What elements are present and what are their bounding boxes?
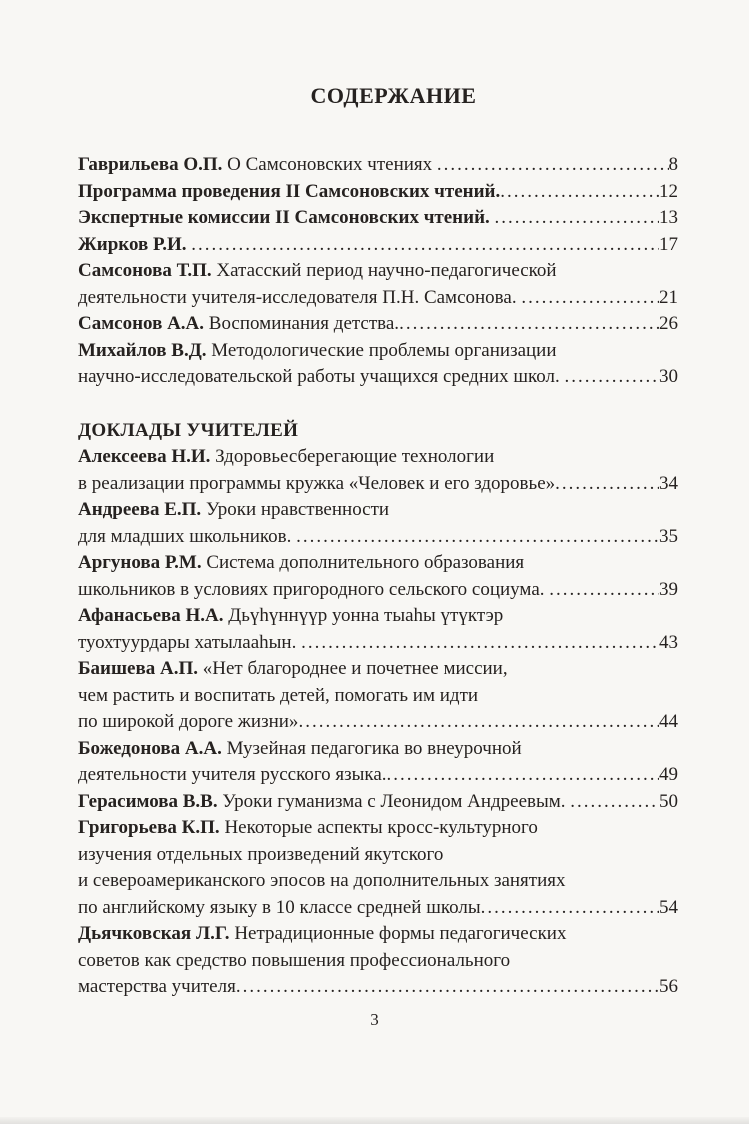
toc-author: Герасимова В.В. [78,790,218,812]
section-heading: ДОКЛАДЫ УЧИТЕЛЕЙ [78,419,299,441]
toc-page-ref: 50 [659,790,678,812]
toc-page-ref: 35 [659,525,678,547]
dot-leader [298,709,659,736]
dot-leader [521,285,659,312]
toc-line [78,656,678,683]
toc-line [78,338,678,365]
toc-line [78,550,678,577]
table-of-contents [78,152,678,1001]
toc-title-text: изучения отдельных произведений якутского [78,843,444,865]
toc-line [78,762,678,789]
toc-title-text: «Нет благороднее и почетнее миссии, [198,658,508,679]
toc-line [78,232,678,259]
toc-title-text: Система дополнительного образования [201,552,525,573]
toc-section-teacher-reports [78,444,678,1001]
toc-title-text: научно-исследовательской работы учащихся средних школ. [78,366,565,387]
toc-title-text: О Самсоновских чтениях [222,154,437,175]
toc-line [78,974,678,1001]
toc-author: Божедонова А.А. [78,737,222,759]
toc-page-ref: 8 [668,154,678,175]
toc-title-text: Здоровьесберегающие технологии [210,446,495,467]
toc-title-text: по английскому языку в 10 классе средней школы [78,896,481,918]
toc-author: Аргунова Р.М. [78,552,202,573]
toc-title-text: чем растить и воспитать детей, помогать им идти [78,684,479,706]
toc-title-text: для младших школьников. [78,525,297,547]
toc-page-ref: 26 [659,313,678,334]
toc-line [78,895,678,922]
page-number: 3 [370,1010,379,1029]
dot-leader [495,205,659,232]
toc-line [78,364,678,391]
toc-author: Экспертные комиссии II Самсоновских чтений. [78,207,490,228]
dot-leader [549,577,659,604]
toc-line [78,497,678,524]
toc-author: Андреева Е.П. [78,499,202,520]
toc-page-ref: 49 [659,764,678,785]
toc-title-text: Некоторые аспекты кросс-культурного [219,817,538,838]
toc-title-text: Нетрадиционные формы педагогических [229,923,567,944]
toc-title-text: советов как средство повышения профессионального [78,949,511,971]
toc-title-text: Хатасский период научно-педагогической [211,260,557,281]
toc-page-ref: 34 [659,472,678,494]
toc-title-text: деятельности учителя русского языка. [78,764,387,785]
toc-line [78,789,678,816]
dot-leader [437,152,669,179]
toc-title-text: туохтуурдары хатылааһын. [78,631,302,653]
toc-page-ref: 17 [659,233,678,255]
toc-line [78,524,678,551]
toc-page-ref: 13 [659,207,678,228]
toc-title-text: Музейная педагогика во внеурочной [221,737,522,759]
toc-author: Программа проведения II Самсоновских чтений. [78,180,501,202]
toc-author: Самсонов А.А. [78,313,205,334]
toc-author: Григорьева К.П. [78,817,220,838]
toc-line [78,842,678,869]
toc-title-text: Дьүһүннүүр уонна тыаһы үтүктэр [223,605,504,626]
toc-title-text: школьников в условиях пригородного сельского социума. [78,578,550,600]
dot-leader [191,232,659,259]
toc-line [78,603,678,630]
toc-line [78,285,678,312]
page-title: СОДЕРЖАНИЕ [310,83,477,108]
toc-author: Баишева А.П. [78,658,198,679]
toc-line [78,868,678,895]
toc-page-ref: 43 [659,631,678,653]
toc-line [78,444,678,471]
dot-leader [301,630,659,657]
dot-leader [570,789,659,816]
toc-page-ref: 12 [659,180,678,202]
toc-author: Жирков Р.И. [78,233,187,255]
toc-author: Самсонова Т.П. [78,260,212,281]
toc-title-text: мастерства учителя [78,976,236,997]
toc-author: Афанасьева Н.А. [78,605,224,626]
toc-line [78,948,678,975]
toc-author: Алексеева Н.И. [78,446,211,467]
dot-leader [399,311,659,338]
toc-line [78,815,678,842]
toc-line [78,683,678,710]
toc-page-ref: 56 [659,976,678,997]
dot-leader [481,895,659,922]
toc-title-text: Уроки нравственности [201,499,390,520]
toc-line [78,577,678,604]
toc-line [78,205,678,232]
toc-line [78,152,678,179]
toc-title-text: Уроки гуманизма с Леонидом Андреевым. [217,790,571,812]
toc-author: Гаврильева О.П. [78,154,223,175]
toc-title-text: Методологические проблемы организации [206,339,557,361]
toc-page-ref: 54 [659,896,678,918]
toc-line [78,709,678,736]
toc-page-ref: 39 [659,578,678,600]
toc-section-main [78,152,678,391]
toc-page-ref: 21 [659,286,678,308]
toc-line [78,311,678,338]
scan-edge-shadow [0,1117,749,1124]
toc-line [78,736,678,763]
toc-line [78,471,678,498]
dot-leader [565,364,659,391]
toc-line [78,630,678,657]
toc-title-text: по широкой дороге жизни» [78,711,299,732]
toc-author: Дьячковская Л.Г. [78,923,230,944]
toc-title-text: и североамериканского эпосов на дополнительных занятиях [78,870,566,891]
toc-title-text: деятельности учителя-исследователя П.Н. Самсонова. [78,286,522,308]
toc-line [78,921,678,948]
toc-page-ref: 30 [659,366,678,387]
dot-leader [236,974,659,1001]
dot-leader [387,762,659,789]
toc-line [78,258,678,285]
dot-leader [555,471,659,498]
dot-leader [500,179,659,206]
toc-page-ref: 44 [659,711,678,732]
toc-line [78,179,678,206]
toc-author: Михайлов В.Д. [78,339,207,361]
toc-title-text: в реализации программы кружка «Человек и его здоровье» [78,472,556,494]
dot-leader [296,524,659,551]
toc-title-text: Воспоминания детства. [204,313,400,334]
